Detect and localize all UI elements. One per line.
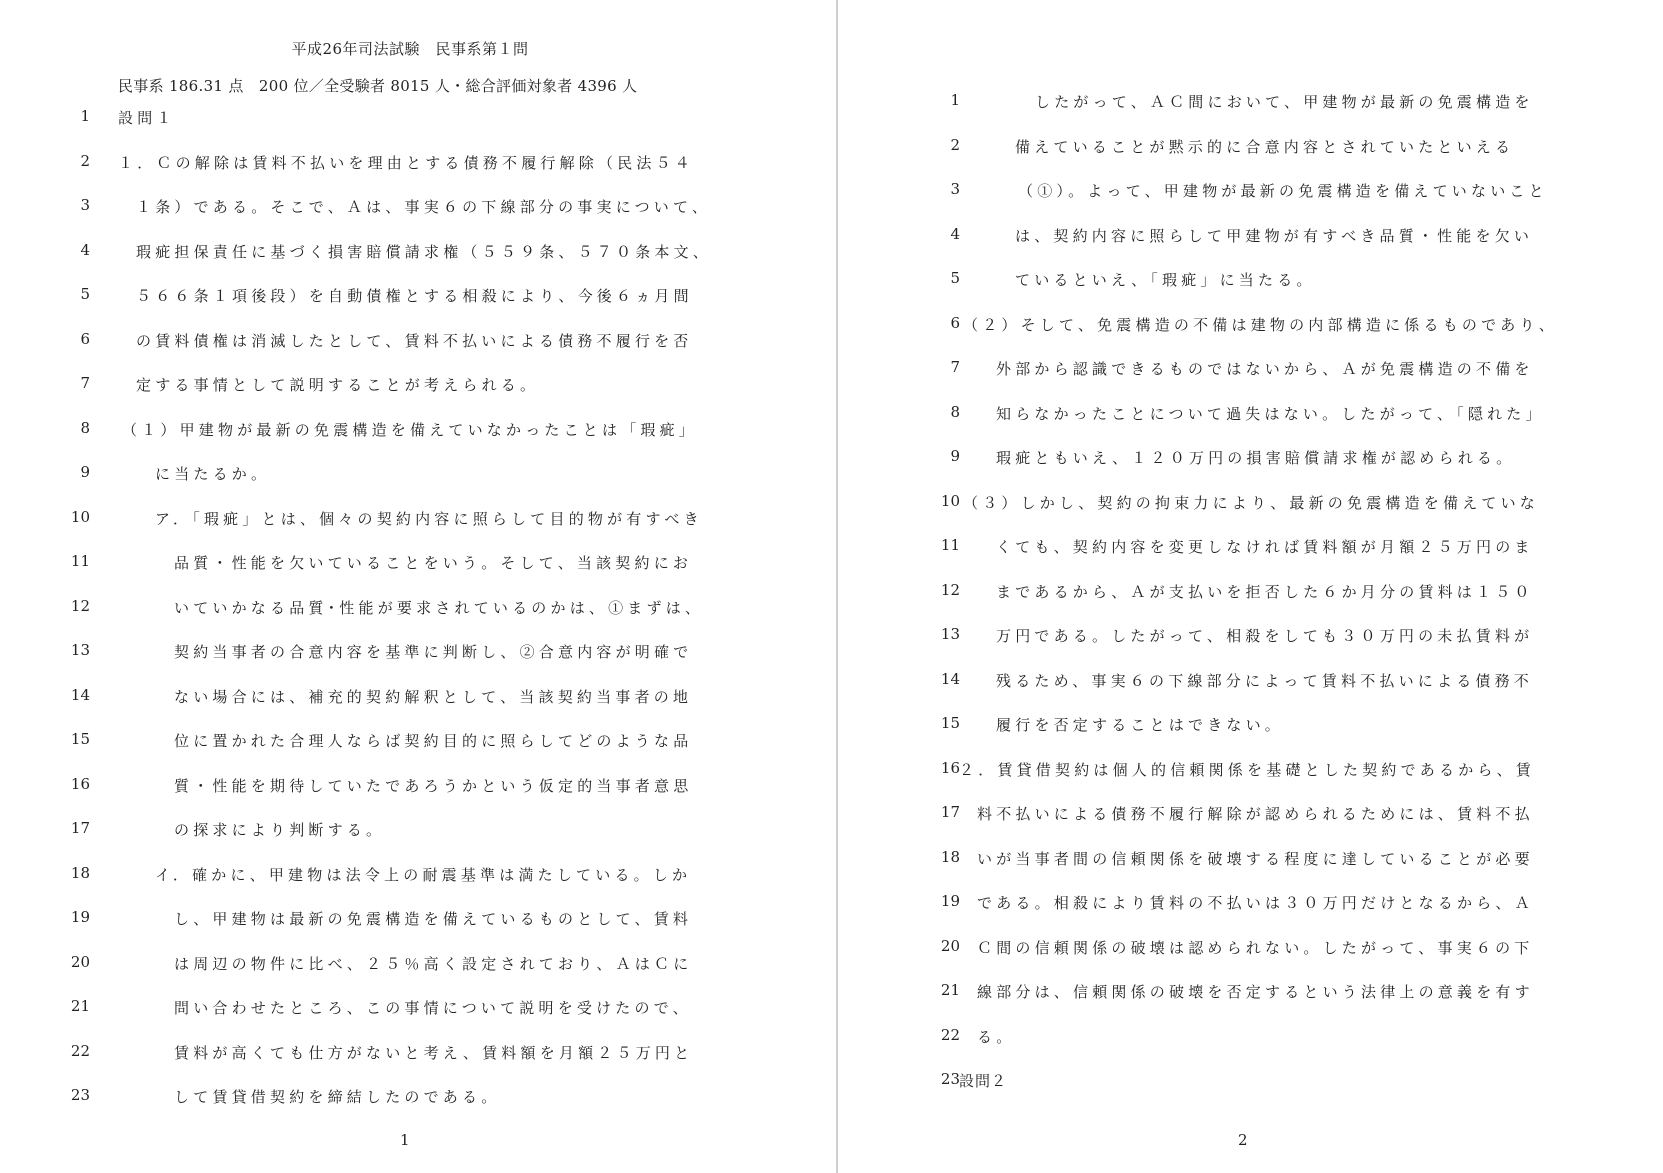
line-text: 履行を否定することはできない。 (996, 716, 1285, 734)
line-text: ア．「瑕疵」とは、個々の契約内容に照らして目的物が有すべき (155, 510, 703, 528)
line-text: 残るため、事実６の下線部分によって賃料不払いによる債務不 (996, 672, 1534, 690)
line-text: 知らなかったことについて過失はない。したがって、「隠れた」 (996, 405, 1545, 423)
line-number: 3 (80, 196, 90, 214)
line-text: まであるから、Ａが支払いを拒否した６か月分の賃料は１５０ (996, 583, 1534, 601)
line-text: 位に置かれた合理人ならば契約目的に照らしてどのような品 (174, 732, 693, 750)
line-number: 10 (70, 508, 90, 526)
line-text: ない場合には、補充的契約解釈として、当該契約当事者の地 (174, 688, 693, 706)
line-text: 定する事情として説明することが考えられる。 (136, 376, 540, 394)
line-text: （①）。よって、甲建物が最新の免震構造を備えていないこと (1018, 182, 1548, 200)
line-number: 16 (70, 775, 90, 793)
line-number: 22 (940, 1026, 960, 1044)
line-number: 14 (70, 686, 90, 704)
line-number: 22 (70, 1042, 90, 1060)
line-text: は周辺の物件に比べ、２５％高く設定されており、ＡはＣに (174, 955, 693, 973)
line-number: 18 (940, 848, 960, 866)
line-text: イ．確かに、甲建物は法令上の耐震基準は満たしている。しか (155, 866, 692, 884)
line-text: いが当事者間の信頼関係を破壊する程度に達していることが必要 (977, 850, 1534, 868)
line-text: 設問１ (118, 109, 176, 127)
line-text: （３）しかし、契約の拘束力により、最新の免震構造を備えていな (963, 494, 1540, 512)
line-number: 15 (70, 730, 90, 748)
line-number: 3 (950, 180, 960, 198)
line-text: したがって、ＡＣ間において、甲建物が最新の免震構造を (1035, 93, 1534, 111)
line-number: 5 (950, 269, 960, 287)
line-number: 9 (950, 447, 960, 465)
line-number: 19 (940, 892, 960, 910)
line-text: である。相殺により賃料の不払いは３０万円だけとなるから、Ａ (977, 894, 1534, 912)
line-text: 万円である。したがって、相殺をしても３０万円の未払賃料が (996, 627, 1534, 645)
page-2 (838, 0, 1663, 1173)
line-number: 9 (80, 463, 90, 481)
document-subtitle: 民事系 186.31 点 200 位／全受験者 8015 人・総合評価対象者 4396 人 (118, 77, 638, 95)
page-number: 2 (1238, 1131, 1248, 1149)
line-number: 21 (70, 997, 90, 1015)
line-number: 4 (950, 225, 960, 243)
line-text: は、契約内容に照らして甲建物が有すべき品質・性能を欠い (1015, 227, 1534, 245)
line-number: 8 (950, 403, 960, 421)
line-number: 4 (80, 241, 90, 259)
line-number: 5 (80, 285, 90, 303)
line-number: 12 (940, 581, 960, 599)
line-number: 1 (950, 91, 960, 109)
line-text: くても、契約内容を変更しなければ賃料額が月額２５万円のま (996, 538, 1534, 556)
line-text: ５６６条１項後段）を自動債権とする相殺により、今後６ヵ月間 (136, 287, 693, 305)
line-number: 12 (70, 597, 90, 615)
line-number: 16 (940, 759, 960, 777)
line-text: １条）である。そこで、Ａは、事実６の下線部分の事実について、 (136, 198, 712, 216)
line-number: 18 (70, 864, 90, 882)
line-text: の賃料債権は消滅したとして、賃料不払いによる債務不履行を否 (136, 332, 693, 350)
line-text: 外部から認識できるものではないから、Ａが免震構造の不備を (996, 360, 1534, 378)
document-title: 平成26年司法試験 民事系第１問 (291, 40, 529, 58)
line-text: 瑕疵担保責任に基づく損害賠償請求権（５５９条、５７０条本文、 (136, 243, 713, 261)
line-text: 料不払いによる債務不履行解除が認められるためには、賃料不払 (977, 805, 1534, 823)
line-number: 13 (70, 641, 90, 659)
line-number: 7 (950, 358, 960, 376)
line-text: 契約当事者の合意内容を基準に判断し、②合意内容が明確で (174, 643, 693, 661)
line-text: 設問２ (959, 1072, 1008, 1090)
line-number: 23 (940, 1070, 960, 1088)
line-text: いていかなる品質･性能が要求されているのかは、①まずは、 (174, 599, 705, 617)
line-number: 19 (70, 908, 90, 926)
line-number: 1 (80, 107, 90, 125)
line-number: 13 (940, 625, 960, 643)
line-text: 質・性能を期待していたであろうかという仮定的当事者意思 (174, 777, 693, 795)
line-number: 20 (70, 953, 90, 971)
line-number: 6 (80, 330, 90, 348)
line-text: （２）そして、免震構造の不備は建物の内部構造に係るものであり、 (963, 316, 1558, 334)
line-text: 備えていることが黙示的に合意内容とされていたといえる (1015, 138, 1515, 156)
line-text: の探求により判断する。 (174, 821, 386, 839)
line-number: 6 (950, 314, 960, 332)
line-number: 15 (940, 714, 960, 732)
line-text: Ｃ間の信頼関係の破壊は認められない。したがって、事実６の下 (977, 939, 1534, 957)
line-text: し、甲建物は最新の免震構造を備えているものとして、賃料 (174, 910, 693, 928)
line-number: 23 (70, 1086, 90, 1104)
line-number: 17 (940, 803, 960, 821)
line-text: 賃料が高くても仕方がないと考え、賃料額を月額２５万円と (174, 1044, 694, 1062)
line-number: 11 (70, 552, 90, 570)
line-text: る。 (977, 1028, 1016, 1046)
line-text: 問い合わせたところ、この事情について説明を受けたので、 (174, 999, 692, 1017)
line-number: 17 (70, 819, 90, 837)
line-text: に当たるか。 (155, 465, 271, 483)
line-number: 11 (940, 536, 960, 554)
page-number: 1 (400, 1131, 410, 1149)
line-text: ２．賃貸借契約は個人的信頼関係を基礎とした契約であるから、賃 (959, 761, 1536, 779)
line-number: 21 (940, 981, 960, 999)
line-text: 品質・性能を欠いていることをいう。そして、当該契約にお (174, 554, 693, 572)
line-text: 瑕疵ともいえ、１２０万円の損害賠償請求権が認められる。 (996, 449, 1516, 467)
line-number: 2 (80, 152, 90, 170)
line-number: 2 (950, 136, 960, 154)
line-text: 線部分は、信頼関係の破壊を否定するという法律上の意義を有す (977, 983, 1534, 1001)
line-number: 14 (940, 670, 960, 688)
line-number: 8 (80, 419, 90, 437)
line-text: ているといえ、「瑕疵」に当たる。 (1015, 271, 1316, 289)
line-text: １．Ｃの解除は賃料不払いを理由とする債務不履行解除（民法５４ (118, 154, 695, 172)
line-number: 7 (80, 374, 90, 392)
line-text: （１）甲建物が最新の免震構造を備えていなかったことは「瑕疵」 (122, 421, 699, 439)
line-number: 10 (940, 492, 960, 510)
line-number: 20 (940, 937, 960, 955)
line-text: して賃貸借契約を締結したのである。 (174, 1088, 501, 1106)
